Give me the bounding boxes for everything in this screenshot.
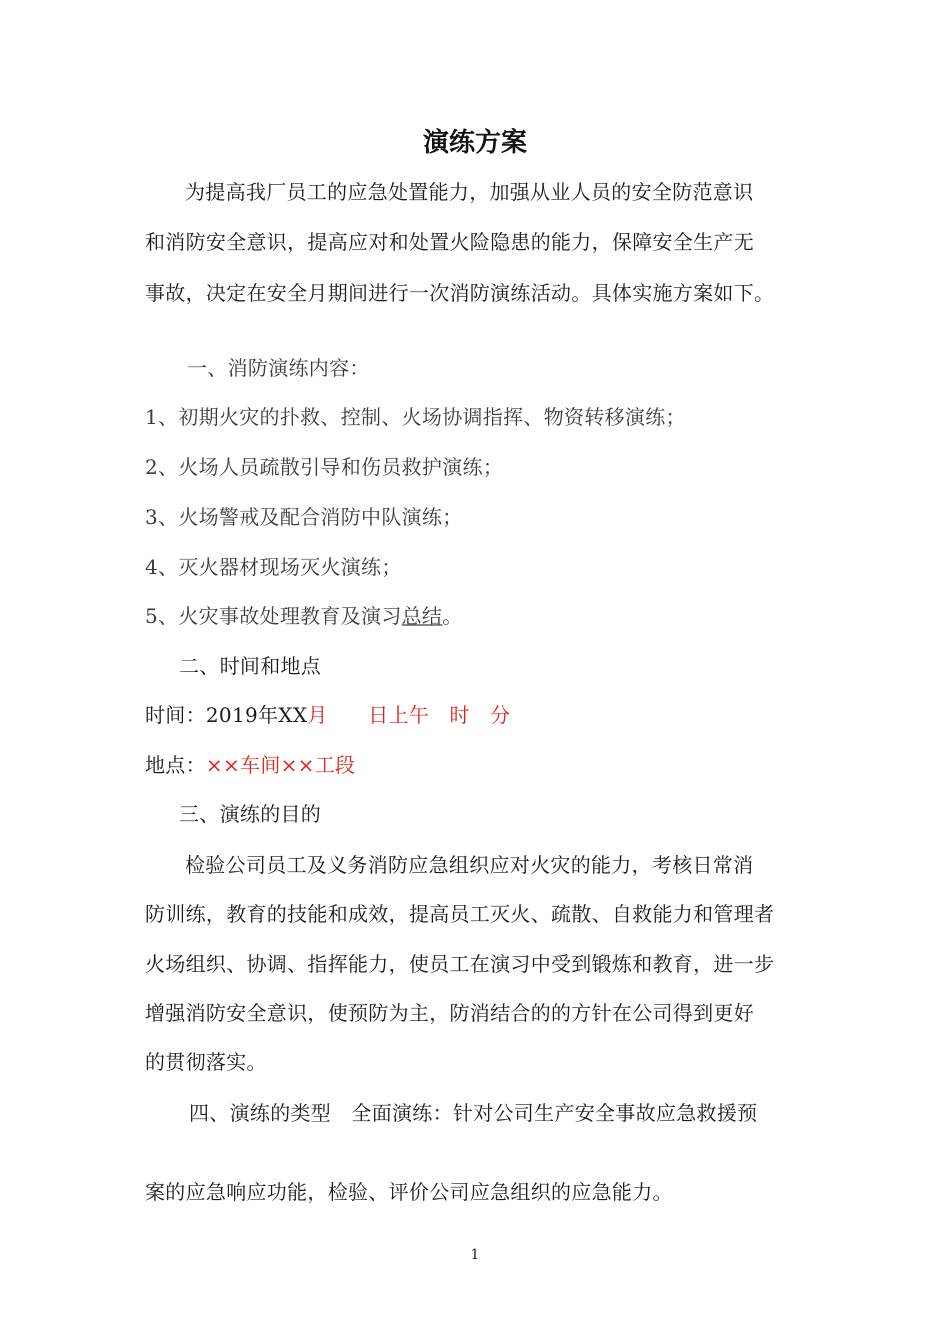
- place-placeholder: ××车间××工段: [205, 753, 356, 777]
- time-placeholder: 月 日上午 时 分: [307, 703, 511, 727]
- item5-text: 5、火灾事故处理教育及演习: [145, 604, 402, 628]
- section1-item-2: 2、火场人员疏散引导和伤员救护演练；: [145, 455, 504, 479]
- section3-line-4: 增强消防安全意识，使预防为主，防消结合的的方针在公司得到更好: [145, 1001, 754, 1025]
- section3-line-3: 火场组织、协调、指挥能力，使员工在演习中受到锻炼和教育，进一步: [145, 952, 775, 976]
- place-label: 地点：: [145, 753, 206, 777]
- section4-line-2: 案的应急响应功能，检验、评价公司应急组织的应急能力。: [145, 1180, 673, 1204]
- intro-line-3: 事故，决定在安全月期间进行一次消防演练活动。具体实施方案如下。: [145, 281, 775, 305]
- section1-heading: 一、消防演练内容：: [187, 356, 370, 380]
- time-line: [145, 701, 810, 729]
- section3-heading: 三、演练的目的: [179, 802, 322, 826]
- section1-item-5: [145, 602, 810, 630]
- section1-item-3: 3、火场警戒及配合消防中队演练；: [145, 505, 463, 529]
- section1-item-1: 1、初期火灾的扑救、控制、火场协调指挥、物资转移演练；: [145, 405, 686, 429]
- item5-suffix: 。: [442, 604, 463, 628]
- page-number: 1: [470, 1247, 480, 1263]
- time-label: 时间：2019年XX: [145, 703, 308, 727]
- summary-link[interactable]: 总结: [401, 604, 443, 628]
- section3-line-5: 的贯彻落实。: [145, 1050, 267, 1074]
- intro-line-1: 为提高我厂员工的应急处置能力，加强从业人员的安全防范意识: [185, 180, 754, 204]
- section1-item-4: 4、灭火器材现场灭火演练；: [145, 555, 402, 579]
- section4-line-1: 四、演练的类型 全面演练：针对公司生产安全事故应急救援预: [189, 1101, 758, 1125]
- section2-heading: 二、时间和地点: [179, 654, 322, 678]
- intro-line-2: 和消防安全意识，提高应对和处置火险隐患的能力，保障安全生产无: [145, 230, 754, 254]
- section3-line-1: 检验公司员工及义务消防应急组织应对火灾的能力，考核日常消: [185, 853, 754, 877]
- section3-line-2: 防训练，教育的技能和成效，提高员工灭火、疏散、自救能力和管理者: [145, 902, 775, 926]
- document-title: 演练方案: [422, 128, 527, 158]
- place-line: [145, 751, 810, 779]
